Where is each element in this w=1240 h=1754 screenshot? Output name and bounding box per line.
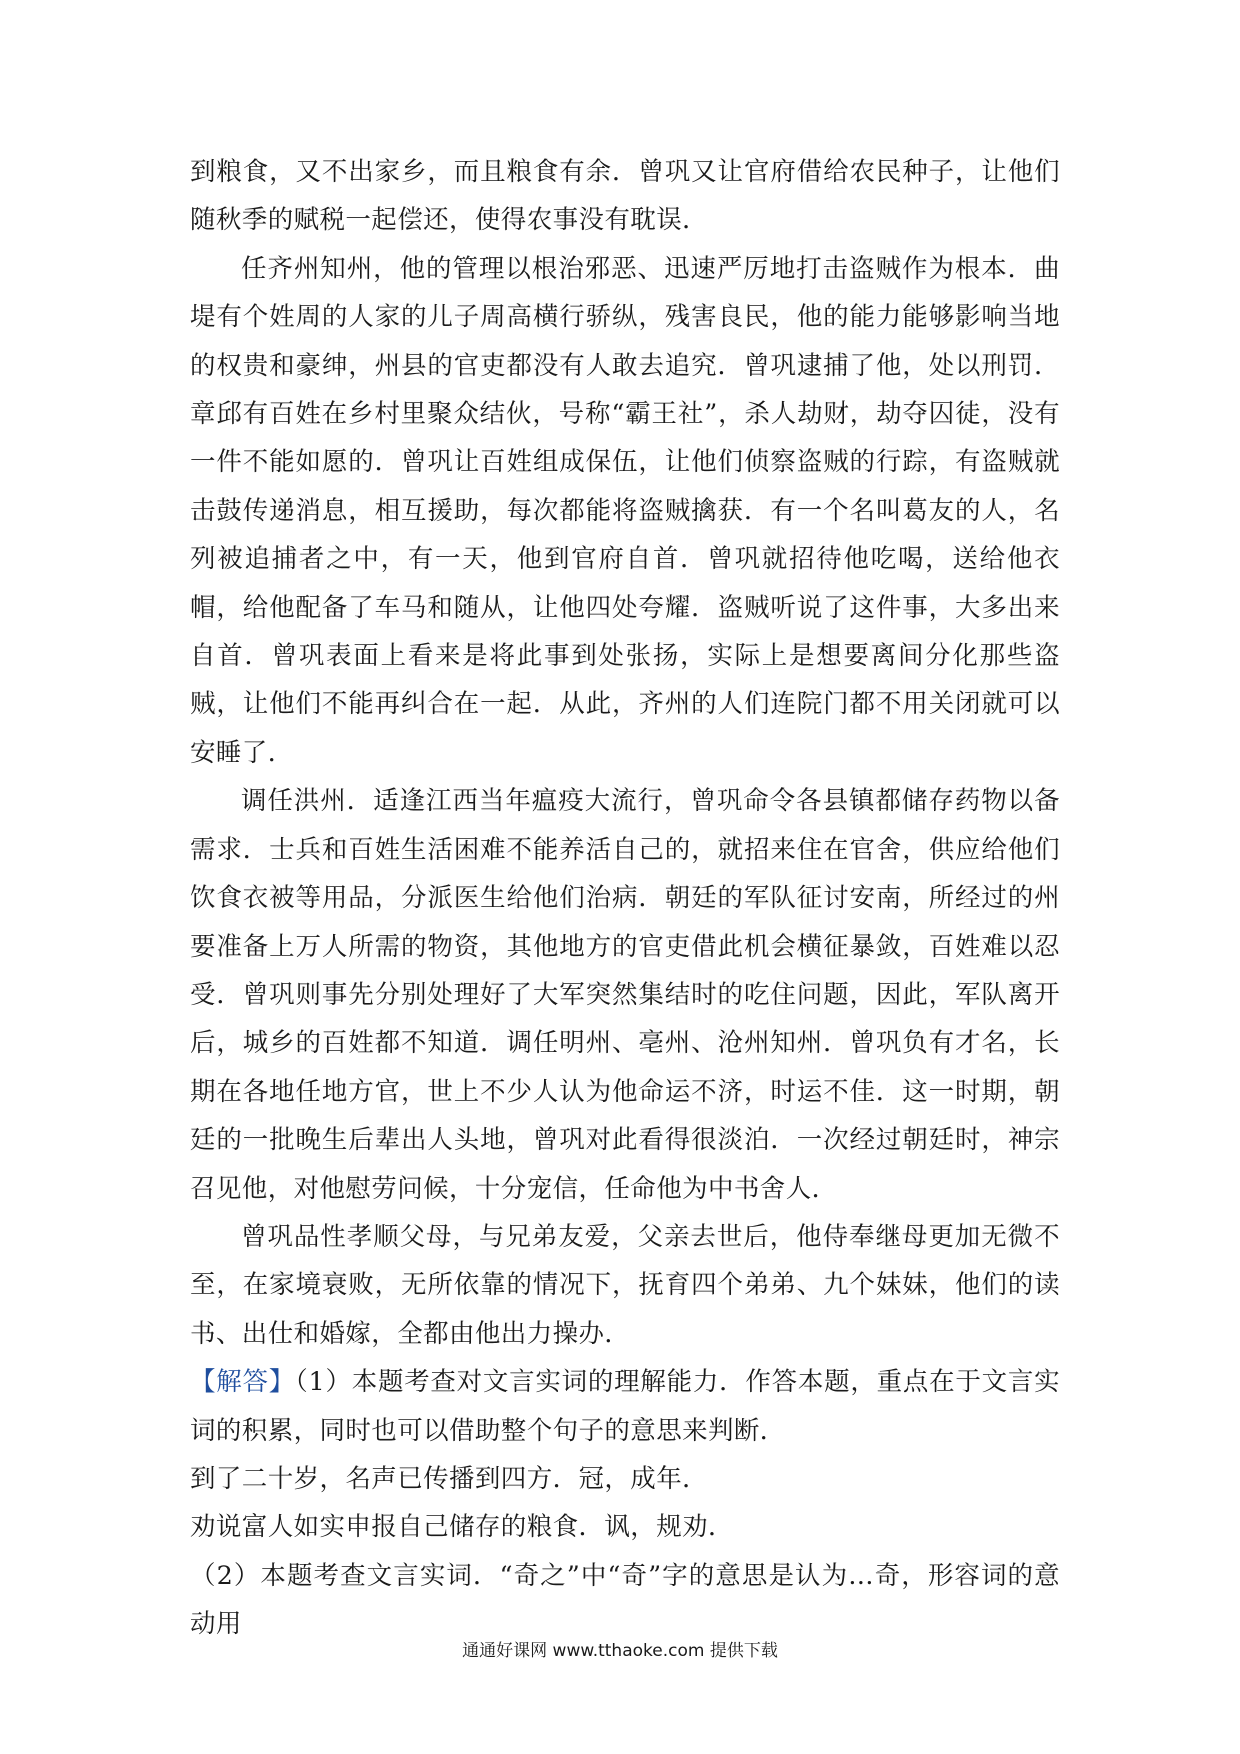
page-footer: 通通好课网 www.tthaoke.com 提供下载 (462, 1641, 778, 1661)
paragraph-3: 调任洪州．适逢江西当年瘟疫大流行，曾巩命令各县镇都储存药物以备需求．士兵和百姓生活困难不能养活自己的，就招来住在官舍，供应给他们饮食衣被等用品，分派医生给他们治病．朝廷的军队征讨安南，所经过的州要准备上万人所需的物资，其他地方的官吏借此机会横征暴敛，百姓难以忍受．曾巩则事先分别处理好了大军突然集结时的吃住问题，因此，军队离开后，城乡的百姓都不知道．调任明州、亳州、沧州知州．曾巩负有才名，长期在各地任地方官，世上不少人认为他命运不济，时运不佳．这一时期，朝廷的一批晚生后辈出人头地，曾巩对此看得很淡泊．一次经过朝廷时，神宗召见他，对他慰劳问候，十分宠信，任命他为中书舍人． (190, 786, 1060, 1204)
paragraph-1: 到粮食，又不出家乡，而且粮食有余．曾巩又让官府借给农民种子，让他们随秋季的赋税一起偿还，使得农事没有耽误． (190, 157, 1060, 236)
paragraph-4: 曾巩品性孝顺父母，与兄弟友爱，父亲去世后，他侍奉继母更加无微不至，在家境衰败，无所依靠的情况下，抚育四个弟弟、九个妹妹，他们的读书、出仕和婚嫁，全都由他出力操办． (190, 1221, 1060, 1349)
answer-paragraph (190, 1358, 1060, 1455)
paragraph-2: 任齐州知州，他的管理以根治邪恶、迅速严厉地打击盗贼作为根本．曲堤有个姓周的人家的儿子周高横行骄纵，残害良民，他的能力能够影响当地的权贵和豪绅，州县的官吏都没有人敢去追究．曾巩逮捕了他，处以刑罚．章邱有百姓在乡村里聚众结伙，号称“霸王社”，杀人劫财，劫夺囚徒，没有一件不能如愿的．曾巩让百姓组成保伍，让他们侦察盗贼的行踪，有盗贼就击鼓传递消息，相互援助，每次都能将盗贼擒获．有一个名叫葛友的人，名列被追捕者之中，有一天，他到官府自首．曾巩就招待他吃喝，送给他衣帽，给他配备了车马和随从，让他四处夸耀．盗贼听说了这件事，大多出来自首．曾巩表面上看来是将此事到处张扬，实际上是想要离间分化那些盗贼，让他们不能再纠合在一起．从此，齐州的人们连院门都不用关闭就可以安睡了． (190, 253, 1060, 768)
document-body (190, 148, 1060, 1649)
answer-tag: 【解答】 (190, 1367, 295, 1398)
answer-text: （1）本题考查对文言实词的理解能力．作答本题，重点在于文言实词的积累，同时也可以借助整个句子的意思来判断． (190, 1367, 1060, 1446)
answer-line-2: 劝说富人如实申报自己储存的粮食．讽，规劝． (190, 1512, 734, 1543)
answer-line-3: （2）本题考查文言实词．“奇之”中“奇”字的意思是认为…奇，形容词的意动用 (190, 1560, 1060, 1640)
answer-line-1: 到了二十岁，名声已传播到四方．冠，成年． (190, 1463, 709, 1494)
